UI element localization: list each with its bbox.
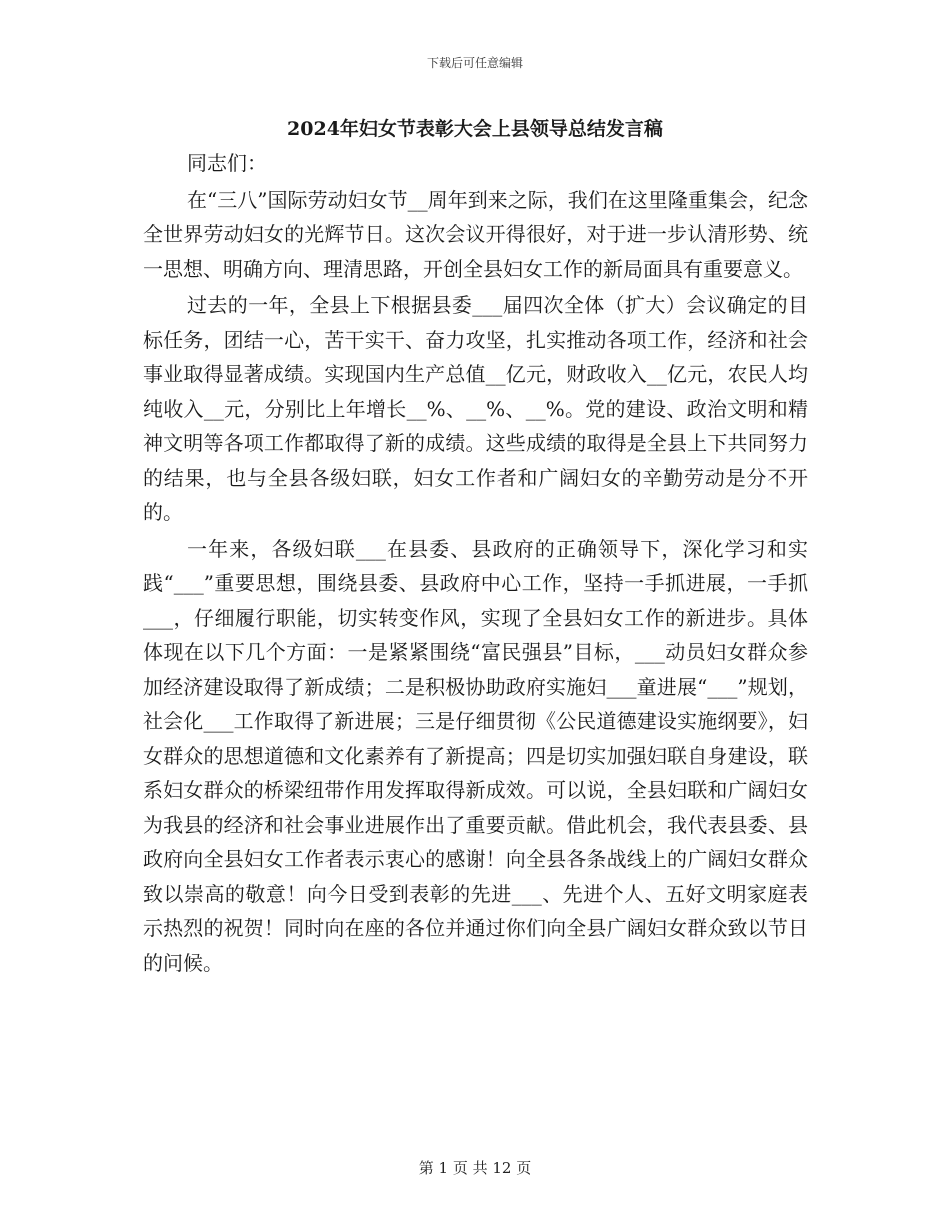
paragraph-3: 一年来，各级妇联___在县委、县政府的正确领导下，深化学习和实践“___”重要思想，围绕县委、县政府中心工作，坚持一手抓进展，一手抓___，仔细履行职能，切实转变作风，实现了全县妇女工作的新进步。具体体现在以下几个方面：一是紧紧围绕“富民强县”目标，___动员妇女群众参加经济建设取得了新成绩；二是积极协助政府实施妇___童进展“___”规划，社会化___工作取得了新进展；三是仔细贯彻《公民道德建设实施纲要》，妇女群众的思想道德和文化素养有了新提高；四是切实加强妇联自身建设，联系妇女群众的桥梁纽带作用发挥取得新成效。可以说，全县妇联和广阔妇女为我县的经济和社会事业进展作出了重要贡献。借此机会，我代表县委、县政府向全县妇女工作者表示衷心的感谢！向全县各条战线上的广阔妇女群众致以崇高的敬意！向今日受到表彰的先进___、先进个人、五好文明家庭表示热烈的祝贺！同时向在座的各位并通过你们向全县广阔妇女群众致以节日的问候。 — [143, 536, 808, 975]
document-title: 2024年妇女节表彰大会上县领导总结发言稿 — [287, 118, 663, 140]
salutation: 同志们： — [187, 151, 267, 175]
paragraph-1: 在“三八”国际劳动妇女节__周年到来之际，我们在这里隆重集会，纪念全世界劳动妇女的光辉节日。这次会议开得很好，对于进一步认清形势、统一思想、明确方向、理清思路，开创全县妇女工作的新局面具有重要意义。 — [143, 187, 808, 281]
paragraph-2: 过去的一年，全县上下根据县委___届四次全体（扩大）会议确定的目标任务，团结一心，苦干实干、奋力攻坚，扎实推动各项工作，经济和社会事业取得显著成绩。实现国内生产总值__亿元，财政收入__亿元，农民人均纯收入__元，分别比上年增长__%、__%、__%。党的建设、政治文明和精神文明等各项工作都取得了新的成绩。这些成绩的取得是全县上下共同努力的结果，也与全县各级妇联，妇女工作者和广阔妇女的辛勤劳动是分不开的。 — [143, 293, 808, 524]
header-note: 下载后可任意编辑 — [426, 56, 523, 70]
page-indicator: 第 1 页 共 12 页 — [418, 1159, 532, 1177]
document-body — [143, 146, 808, 980]
